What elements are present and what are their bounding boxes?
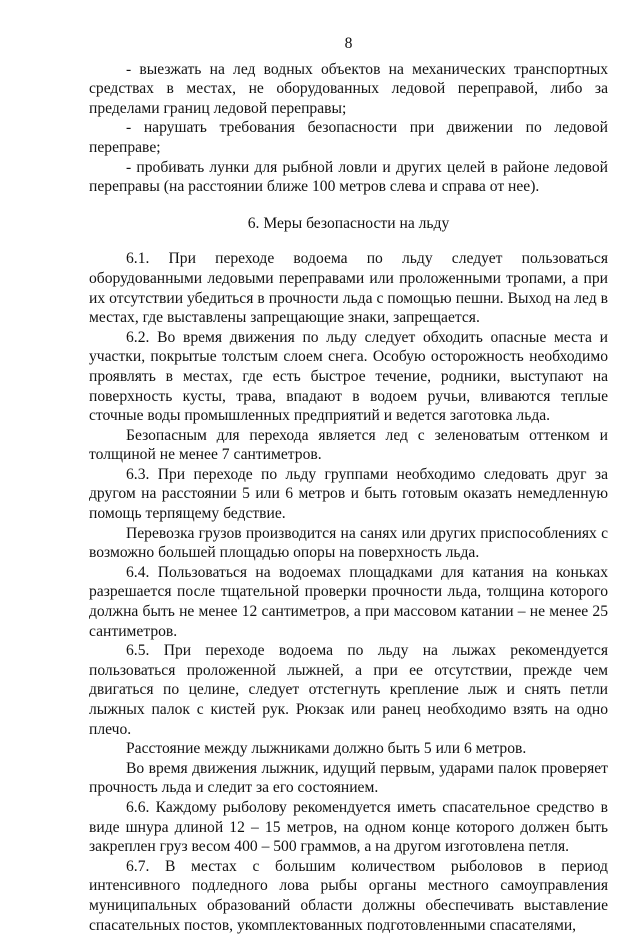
section-title: 6. Меры безопасности на льду	[247, 214, 450, 232]
paragraph-6-7: 6.7. В местах с большим количеством рыболовов в период интенсивного подледного лова рыбы органы местного самоуправления муниципальных образований области должны обеспечивать выставление спасательных постов, укомплектованных подготовленными спасателями,	[89, 857, 608, 934]
paragraph-lead-skier: Во время движения лыжник, идущий первым, ударами палок проверяет прочность льда и следит за его состоянием.	[89, 759, 608, 797]
paragraph-6-2: 6.2. Во время движения по льду следует обходить опасные места и участки, покрытые толстым слоем снега. Особую осторожность необходимо проявлять в местах, где есть быстрое течение, родники, выступают на поверхность кусты, трава, впадают в водоем ручьи, вливаются теплые сточные воды промышленных предприятий и ведется заготовка льда.	[89, 328, 608, 425]
paragraph-6-6: 6.6. Каждому рыболову рекомендуется иметь спасательное средство в виде шнура длиной 12 – 15 метров, на одном конце которого должен быть закреплен груз весом 400 – 500 граммов, а на другом изготовлена петля.	[89, 798, 608, 856]
paragraph-skier-distance: Расстояние между лыжниками должно быть 5 или 6 метров.	[126, 740, 527, 758]
paragraph-ice-safe: Безопасным для перехода является лед с зеленоватым оттенком и толщиной не менее 7 сантиметров.	[89, 426, 608, 464]
paragraph-6-4: 6.4. Пользоваться на водоемах площадками для катания на коньках разрешается после тщательной проверки прочности льда, толщина которого должна быть не менее 12 сантиметров, а при массовом катании – не менее 25 сантиметров.	[89, 563, 608, 640]
list-item: - выезжать на лед водных объектов на механических транспортных средствах в местах, не оборудованных ледовой переправой, либо за пределами границ ледовой переправы;	[89, 60, 608, 117]
list-item: - пробивать лунки для рыбной ловли и других целей в районе ледовой переправы (на расстоянии ближе 100 метров слева и справа от нее).	[89, 158, 608, 196]
document-page	[89, 34, 608, 935]
paragraph-cargo: Перевозка грузов производится на санях или других приспособлениях с возможно большей площадью опоры на поверхность льда.	[89, 524, 608, 562]
paragraph-6-5: 6.5. При переходе водоема по льду на лыжах рекомендуется пользоваться проложенной лыжней, а при ее отсутствии, прежде чем двигаться по целине, следует отстегнуть крепление лыж и снять петли лыжных палок с кистей рук. Рюкзак или ранец необходимо взять на одно плечо.	[89, 642, 608, 738]
paragraph-6-3: 6.3. При переходе по льду группами необходимо следовать друг за другом на расстоянии 5 или 6 метров и быть готовым оказать немедленную помощь терпящему бедствие.	[89, 465, 608, 523]
page-number: 8	[344, 35, 353, 52]
paragraph-6-1: 6.1. При переходе водоема по льду следует пользоваться оборудованными ледовыми переправами или проложенными тропами, а при их отсутствии убедиться в прочности льда с помощью пешни. Выход на лед в местах, где выставлены запрещающие знаки, запрещается.	[89, 250, 608, 327]
list-item: - нарушать требования безопасности при движении по ледовой переправе;	[89, 119, 608, 156]
